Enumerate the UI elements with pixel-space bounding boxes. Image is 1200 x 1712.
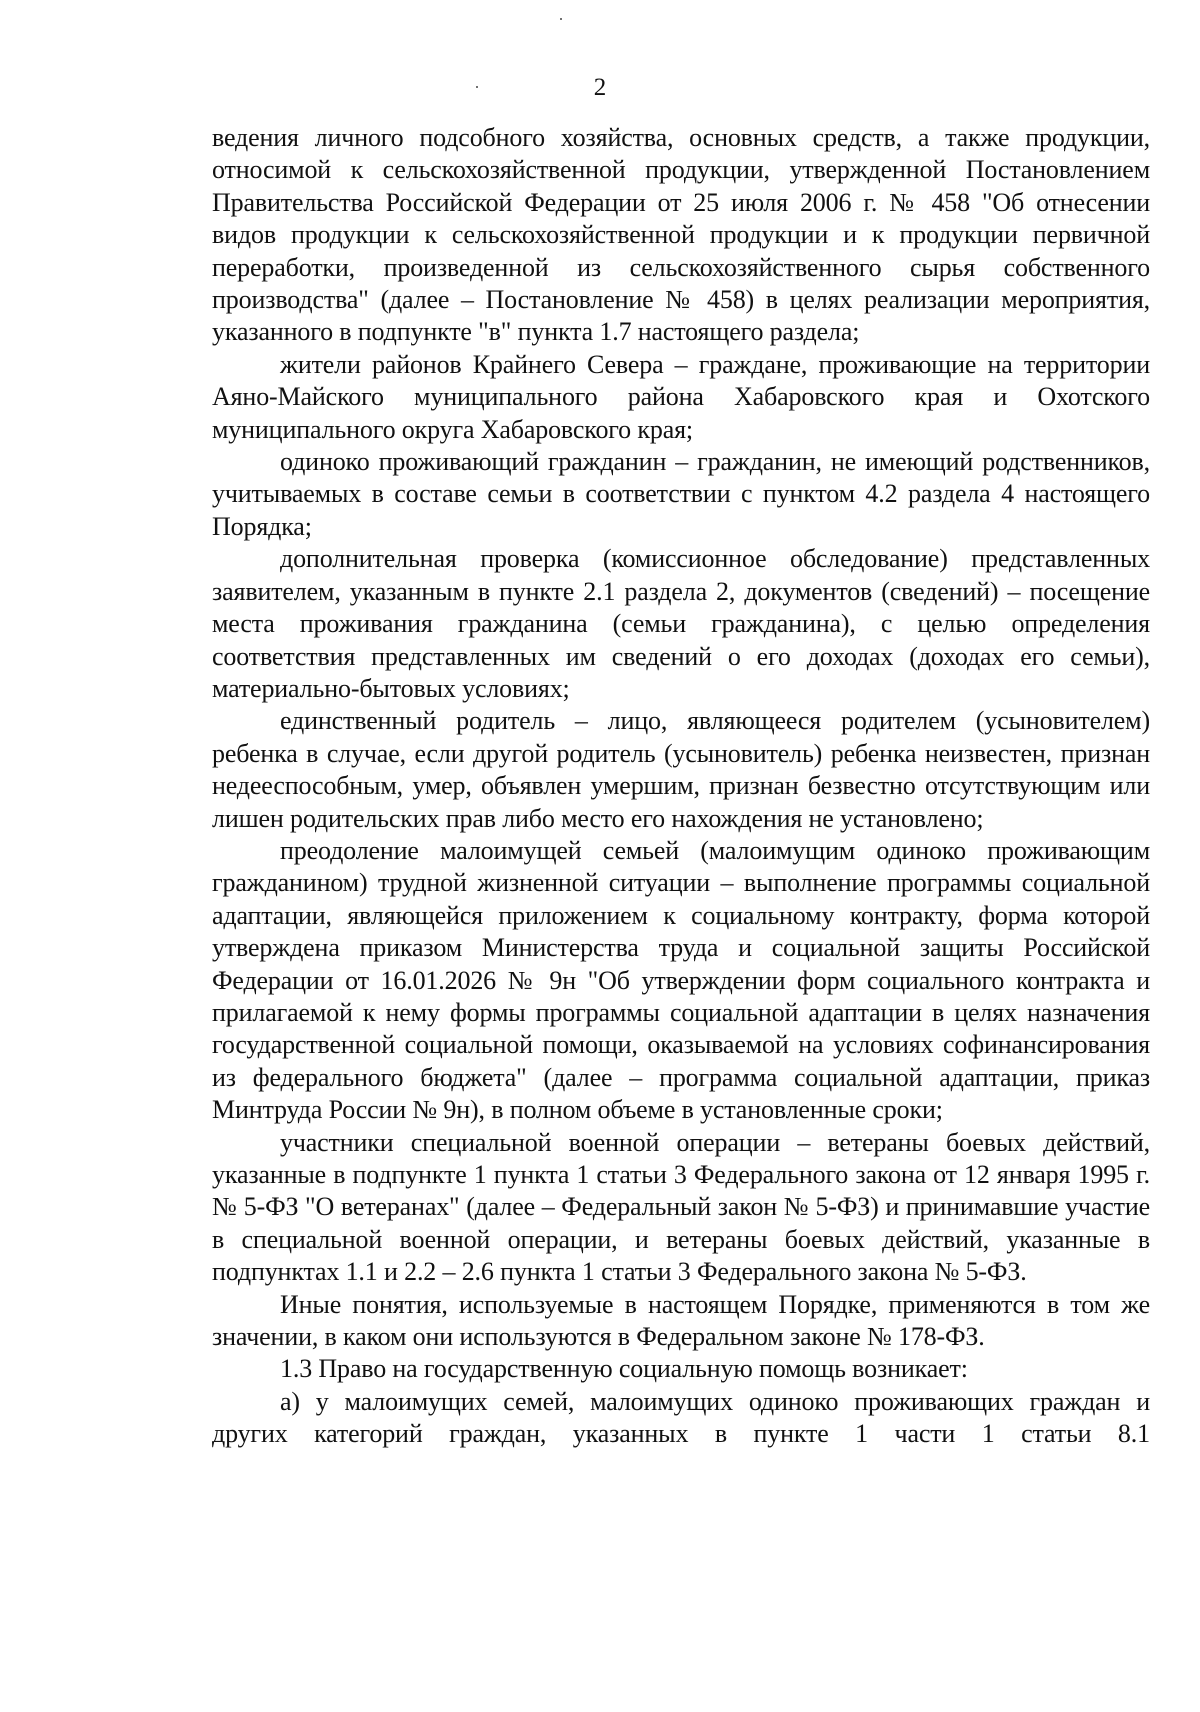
- speck-mark: [560, 18, 562, 20]
- paragraph-definition-single-parent: единственный родитель – лицо, являющееся родителем (усыновителем) ребенка в случае, если другой родитель (усыновитель) ребенка неизвестен, признан недееспособным, умер, объявлен умершим, признан безвестно отсутствующим или лишен родительских прав либо место его нахождения не установлено;: [212, 706, 1150, 833]
- paragraph-definition-overcoming-situation: преодоление малоимущей семьей (малоимущим одиноко проживающим гражданином) трудной жизненной ситуации – выполнение программы социальной адаптации, являющейся приложением к социальному контракту, форма которой утверждена приказом Министерства труда и социальной защиты Российской Федерации от 16.01.2026 № 9н "Об утверждении форм социального контракта и прилагаемой к нему формы программы социальной адаптации в целях назначения государственной социальной помощи, оказываемой на условиях софинансирования из федерального бюджета" (далее – программа социальной адаптации, приказ Минтруда России № 9н), в полном объеме в установленные сроки;: [212, 835, 1150, 1125]
- paragraph-definition-single-citizen: одиноко проживающий гражданин – гражданин, не имеющий родственников, учитываемых в составе семьи в соответствии с пунктом 4.2 раздела 4 настоящего Порядка;: [212, 447, 1150, 541]
- paragraph-definition-additional-check: дополнительная проверка (комиссионное обследование) представленных заявителем, указанным в пункте 2.1 раздела 2, документов (сведений) – посещение места проживания гражданина (семьи гражданина), с целью определения соответствия представленных им сведений о его доходах (доходах его семьи), материально-бытовых условиях;: [212, 544, 1150, 703]
- page-number: 2: [593, 74, 607, 101]
- paragraph-definition-far-north: жители районов Крайнего Севера – граждане, проживающие на территории Аяно-Майского муниципального района Хабаровского края и Охотского муниципального округа Хабаровского края;: [212, 349, 1150, 444]
- document-body: [212, 122, 1150, 1451]
- paragraph-section-1-3: 1.3 Право на государственную социальную помощь возникает:: [280, 1354, 968, 1384]
- paragraph-definition-svo-participants: участники специальной военной операции – ветераны боевых действий, указанные в подпункте 1 пункта 1 статьи 3 Федерального закона от 12 января 1995 г. № 5-ФЗ "О ветеранах" (далее – Федеральный закон № 5-ФЗ) и принимавшие участие в специальной военной операции, и ветераны боевых действий, указанные в подпунктах 1.1 и 2.2 – 2.6 пункта 1 статьи 3 Федерального закона № 5-ФЗ.: [212, 1127, 1150, 1287]
- paragraph-continuation: ведения личного подсобного хозяйства, основных средств, а также продукции, относимой к сельскохозяйственной продукции, утвержденной Постановлением Правительства Российской Федерации от 25 июля 2006 г. № 458 "Об отнесении видов продукции к сельскохозяйственной продукции и к продукции первичной переработки, произведенной из сельскохозяйственного сырья собственного производства" (далее – Постановление № 458) в целях реализации мероприятия, указанного в подпункте "в" пункта 1.7 настоящего раздела;: [212, 123, 1150, 347]
- paragraph-other-concepts: Иные понятия, используемые в настоящем Порядке, применяются в том же значении, в каком они используются в Федеральном законе № 178-ФЗ.: [212, 1289, 1150, 1352]
- paragraph-item-a: а) у малоимущих семей, малоимущих одиноко проживающих граждан и других категорий граждан, указанных в пункте 1 части 1 статьи 8.1: [212, 1386, 1150, 1449]
